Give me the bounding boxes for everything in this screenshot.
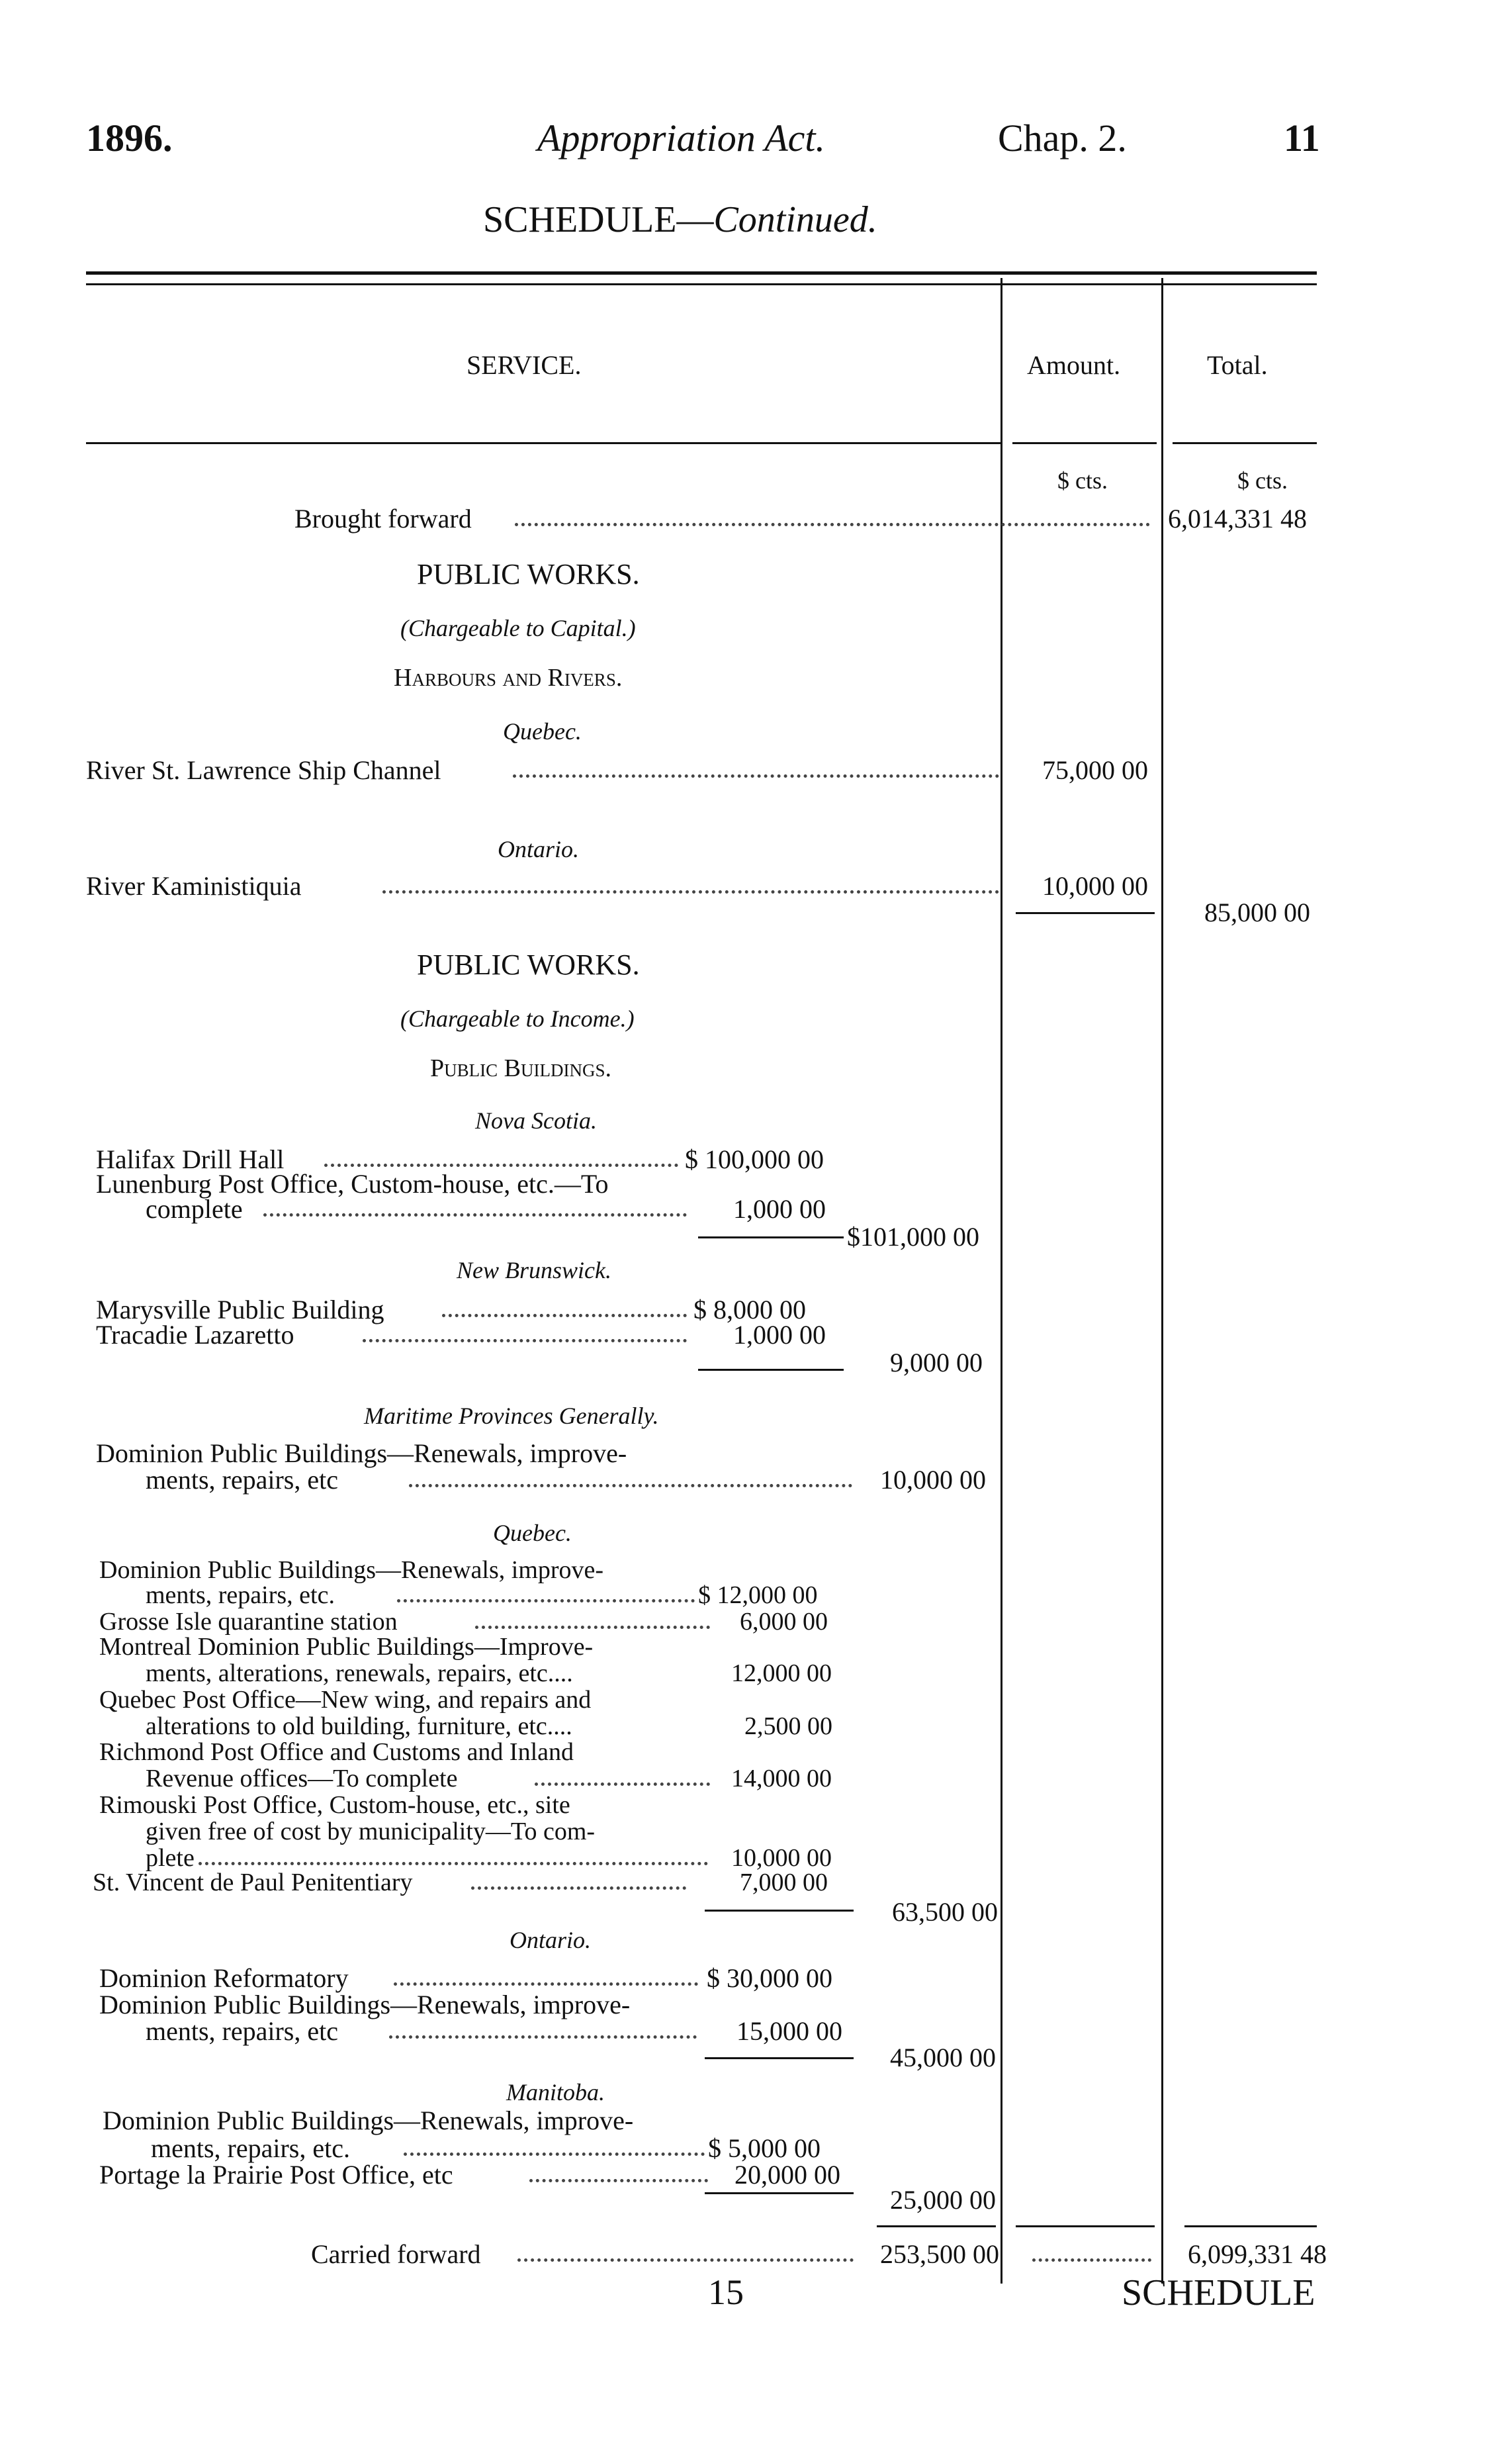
item-amount: 20,000 00 [734,2160,840,2190]
item-label: ments, alterations, renewals, repairs, etc.... [146,1659,573,1687]
top-rule [86,271,1317,275]
chapter: Chap. 2. [998,116,1127,160]
item-label: Dominion Public Buildings—Renewals, improve- [99,1556,604,1584]
heading-rule [1012,442,1157,444]
item-amount: $ 100,000 00 [685,1144,824,1174]
item-amount: $ 5,000 00 [708,2133,821,2163]
province-total: 63,500 00 [892,1897,998,1927]
item-label: Richmond Post Office and Customs and Inland [99,1738,574,1766]
item-amount: 2,500 00 [744,1712,832,1740]
leader-dots [397,1599,695,1602]
item-label: complete [146,1194,243,1224]
signature-mark: 15 [708,2272,744,2312]
carried-forward-amount: 253,500 00 [880,2239,999,2269]
province-label: Quebec. [503,718,582,745]
brought-forward-label: Brought forward [294,504,472,533]
leader-dots [324,1164,678,1167]
item-label: given free of cost by municipality—To com- [146,1818,596,1845]
item-label: Revenue offices—To complete [146,1765,458,1792]
section-heading: PUBLIC WORKS. [417,949,640,981]
leader-dots [515,523,1150,526]
sum-rule [877,2225,996,2227]
item-label: St. Vincent de Paul Penitentiary [93,1869,413,1896]
item-amount: 1,000 00 [733,1320,826,1350]
leader-dots [199,1862,708,1865]
leader-dots [475,1626,710,1629]
province-total: 45,000 00 [890,2043,996,2072]
item-label: ments, repairs, etc [146,2016,338,2046]
amount-unit: $ cts. [1057,467,1108,494]
sum-rule [698,1236,844,1238]
leader-dots [517,2258,854,2262]
item-label: Rimouski Post Office, Custom-house, etc., site [99,1791,570,1819]
catchword: SCHEDULE [1122,2272,1315,2313]
item-amount: 12,000 00 [731,1659,832,1687]
item-amount: 10,000 00 [1042,871,1148,901]
item-label: Marysville Public Building [96,1295,384,1324]
item-amount: 7,000 00 [740,1869,828,1896]
province-label: Ontario. [498,836,580,862]
item-amount: $ 12,000 00 [698,1581,818,1609]
leader-dots [471,1886,686,1890]
leader-dots [263,1213,687,1217]
item-label: River St. Lawrence Ship Channel [86,755,441,785]
col-service: SERVICE. [467,350,582,380]
col-total: Total. [1207,350,1268,380]
sum-rule [1016,2225,1155,2227]
item-amount: 1,000 00 [733,1194,826,1224]
province-total: 10,000 00 [880,1465,986,1495]
sum-rule [1184,2225,1317,2227]
sum-rule [698,1369,844,1371]
sum-rule [705,2057,854,2059]
item-label: River Kaministiquia [86,871,302,901]
item-label: plete [146,1844,195,1872]
item-amount: 10,000 00 [731,1844,832,1872]
item-amount: 15,000 00 [736,2016,842,2046]
leader-dots [529,2179,708,2182]
province-label: Ontario. [510,1927,592,1953]
item-label: Dominion Public Buildings—Renewals, improve- [99,1990,631,2019]
divider-total [1161,278,1163,2284]
leader-dots [409,1484,852,1487]
item-label: Lunenburg Post Office, Custom-house, etc.—To [96,1169,609,1199]
item-label: Montreal Dominion Public Buildings—Improve- [99,1633,594,1661]
sum-rule [705,1910,854,1912]
sum-rule [705,2192,854,2194]
carried-forward-total: 6,099,331 48 [1188,2239,1327,2269]
divider-amount [1001,278,1002,2284]
province-total: $101,000 00 [847,1222,979,1252]
item-label: Dominion Public Buildings—Renewals, improve- [103,2106,634,2135]
brought-forward-total: 6,014,331 48 [1168,504,1307,533]
item-label: ments, repairs, etc. [146,1581,335,1609]
leader-dots [363,1339,687,1342]
province-label: New Brunswick. [457,1257,611,1283]
item-label: ments, repairs, etc. [151,2133,350,2163]
leader-dots [382,890,999,894]
act-title: Appropriation Act. [537,116,825,160]
item-label: Portage la Prairie Post Office, etc [99,2160,453,2190]
leader-dots [442,1314,687,1317]
item-amount: $ 30,000 00 [707,1963,832,1993]
section-subheading: (Chargeable to Income.) [400,1005,635,1032]
col-amount: Amount. [1027,350,1121,380]
item-label: Grosse Isle quarantine station [99,1608,398,1636]
category-heading: Harbours and Rivers. [394,664,623,692]
section-subheading: (Chargeable to Capital.) [400,615,636,641]
item-label: Dominion Public Buildings—Renewals, improve- [96,1438,627,1468]
province-label: Quebec. [493,1520,572,1546]
item-label: alterations to old building, furniture, etc.... [146,1712,572,1740]
province-label: Manitoba. [506,2079,605,2106]
item-amount: 6,000 00 [740,1608,828,1636]
item-amount: 75,000 00 [1042,755,1148,785]
leader-dots [404,2153,705,2156]
item-amount: $ 8,000 00 [693,1295,806,1324]
carried-forward-label: Carried forward [311,2239,481,2269]
province-label: Nova Scotia. [475,1107,597,1134]
year: 1896. [86,116,173,160]
item-amount: 14,000 00 [731,1765,832,1792]
section-heading: PUBLIC WORKS. [417,558,640,590]
province-total: 25,000 00 [890,2185,996,2215]
item-label: Halifax Drill Hall [96,1144,285,1174]
capital-subtotal: 85,000 00 [1204,898,1310,927]
province-total: 9,000 00 [890,1348,983,1377]
leader-dots [389,2035,697,2039]
total-unit: $ cts. [1237,467,1288,494]
item-label: ments, repairs, etc [146,1465,338,1495]
leader-dots [535,1783,710,1786]
top-rule-thin [86,283,1317,285]
leader-dots [513,774,999,778]
item-label: Tracadie Lazaretto [96,1320,294,1350]
sum-rule [1016,912,1155,914]
heading-rule [86,442,1001,444]
leader-dots [1032,2258,1151,2262]
category-heading: Public Buildings. [430,1054,611,1082]
province-label: Maritime Provinces Generally. [364,1403,659,1429]
leader-dots [394,1982,698,1986]
schedule-title: SCHEDULE—Continued. [483,199,877,240]
item-label: Dominion Reformatory [99,1963,349,1993]
item-label: Quebec Post Office—New wing, and repairs and [99,1686,592,1714]
heading-rule [1173,442,1317,444]
page-number: 11 [1284,116,1320,160]
